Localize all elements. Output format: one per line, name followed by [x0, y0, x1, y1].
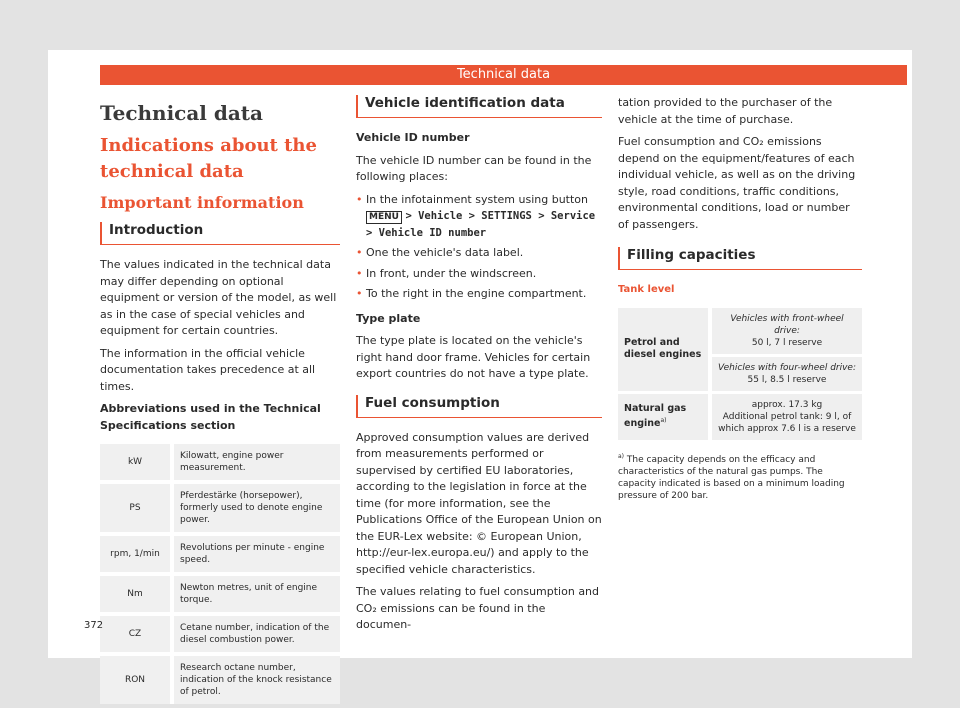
abbr-value: Research octane number, indication of the knock resistance of petrol.	[174, 656, 340, 704]
type-plate-text: The type plate is located on the vehicle's right hand door frame. Vehicles for certain export countries do not have a type plate.	[356, 334, 591, 380]
gas-value-2: Additional petrol tank: 9 l, of which approx 7.6 l is a reserve	[718, 411, 856, 434]
vehicle-identification-heading: Vehicle identification data	[356, 95, 602, 118]
table-row	[100, 444, 340, 480]
abbreviations-table	[100, 440, 340, 708]
fuel-paragraph-3: tation provided to the purchaser of the vehicle at the time of purchase.	[618, 96, 833, 126]
abbr-key: RON	[100, 656, 174, 704]
filling-capacities-heading: Filling capacities	[618, 247, 862, 270]
introduction-heading: Introduction	[100, 222, 340, 245]
table-row	[100, 576, 340, 612]
chapter-title: Technical data	[100, 101, 264, 125]
intro-paragraph-2: The information in the official vehicle documentation takes precedence at all times.	[100, 346, 316, 393]
list-item: • To the right in the engine compartment.	[356, 286, 602, 303]
subsection-title: Important information	[100, 193, 304, 212]
table-row	[100, 616, 340, 652]
abbr-key: rpm, 1/min	[100, 536, 174, 572]
fuel-paragraph-2: The values relating to fuel consumption and CO₂ emissions can be found in the documen-	[356, 585, 600, 631]
fuel-paragraph-4: Fuel consumption and CO₂ emissions depend on the equipment/features of each individual vehicle, as well as on the driving style, road conditions, traffic conditions, environmental conditions, load or number of passengers.	[618, 135, 856, 231]
section-header-bar: Technical data	[100, 65, 907, 85]
vin-locations-list	[356, 192, 602, 303]
footnote-text: The capacity depends on the efficacy and characteristics of the natural gas pumps. The capacity indicated is based on a minimum loading pressure of 200 bar.	[618, 454, 845, 501]
petrol-fwd-value: 50 l, 7 l reserve	[751, 337, 823, 348]
column-left	[100, 95, 340, 708]
table-row	[618, 308, 862, 354]
petrol-fwd-cell	[712, 308, 862, 354]
menu-path: > Vehicle > SETTINGS > Service > Vehicle ID number	[366, 210, 596, 239]
bullet-text: In the infotainment system using button	[366, 192, 588, 206]
vin-title: Vehicle ID number	[356, 131, 470, 144]
vin-text: The vehicle ID number can be found in the following places:	[356, 153, 592, 183]
footnote-marker: a)	[618, 452, 625, 460]
abbr-value: Pferdestärke (horsepower), formerly used to denote engine power.	[174, 484, 340, 532]
list-item: • One the vehicle's data label.	[356, 245, 602, 262]
type-plate-title: Type plate	[356, 311, 421, 325]
table-row	[618, 394, 862, 440]
petrol-4wd-value: 55 l, 8.5 l reserve	[747, 374, 827, 385]
petrol-engine-label: Petrol and diesel engines	[618, 308, 712, 391]
tank-capacity-table	[618, 305, 862, 443]
abbr-value: Revolutions per minute - engine speed.	[174, 536, 340, 572]
abbr-key: kW	[100, 444, 174, 480]
menu-button-icon: MENU	[366, 211, 402, 224]
column-right	[618, 95, 862, 502]
gas-engine-label-cell	[618, 394, 712, 440]
petrol-4wd-label: Vehicles with four-wheel drive:	[718, 362, 857, 373]
gas-value-1: approx. 17.3 kg	[751, 399, 823, 410]
list-item	[356, 192, 602, 242]
fuel-consumption-heading: Fuel consumption	[356, 395, 602, 418]
abbr-key: CZ	[100, 616, 174, 652]
abbr-value: Kilowatt, engine power measurement.	[174, 444, 340, 480]
table-row	[100, 536, 340, 572]
table-row	[100, 656, 340, 704]
section-title: Indications about the technical data	[100, 135, 317, 182]
page-number: 372	[84, 620, 104, 631]
gas-capacity-cell	[712, 394, 862, 440]
footnote-marker: a)	[660, 416, 667, 424]
abbr-key: Nm	[100, 576, 174, 612]
intro-paragraph-1: The values indicated in the technical data may differ depending on optional equipment or version of the model, as well as in the case of special vehicles and equipment for certain countries.	[100, 258, 337, 337]
petrol-fwd-label: Vehicles with front-wheel drive:	[730, 313, 844, 336]
tank-level-title: Tank level	[618, 284, 675, 295]
abbr-key: PS	[100, 484, 174, 532]
petrol-4wd-cell	[712, 357, 862, 391]
list-item: • In front, under the windscreen.	[356, 266, 602, 283]
abbr-value: Cetane number, indication of the diesel combustion power.	[174, 616, 340, 652]
manual-page	[48, 50, 912, 697]
abbr-value: Newton metres, unit of engine torque.	[174, 576, 340, 612]
gas-engine-label: Natural gas engine	[624, 402, 687, 430]
column-middle	[356, 95, 602, 640]
abbreviations-title: Abbreviations used in the Technical Specifications section	[100, 402, 321, 432]
fuel-paragraph-1: Approved consumption values are derived from measurements performed or supervised by certified EU laboratories, according to the legislation in force at the time (for more information, see the Publications Office of the European Union on the EUR-Lex website: © European Union, http://eur-lex.europa.eu/) and apply to the specified vehicle characteristics.	[356, 430, 602, 576]
footnote	[618, 451, 862, 502]
table-row	[100, 484, 340, 532]
